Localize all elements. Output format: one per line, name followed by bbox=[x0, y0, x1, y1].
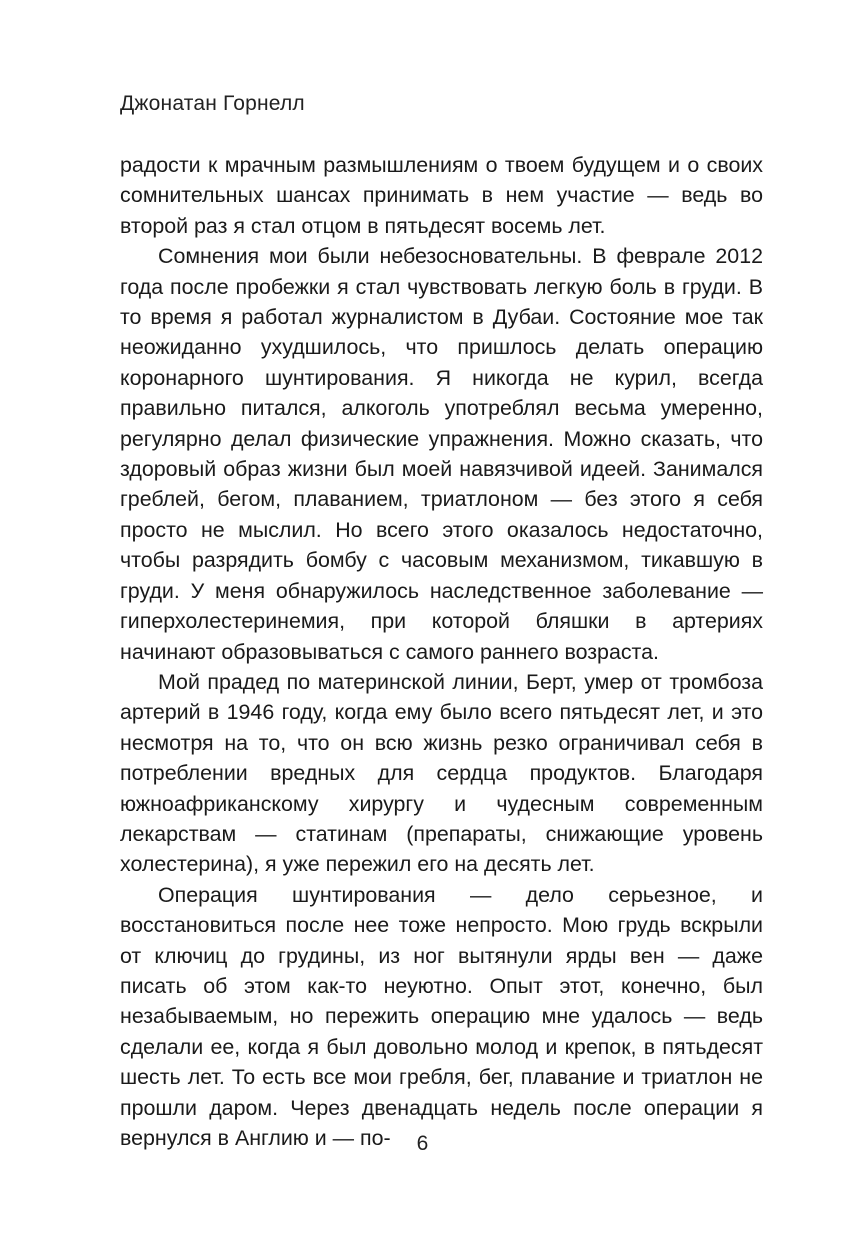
body-text bbox=[120, 150, 763, 1153]
running-head-author: Джонатан Горнелл bbox=[120, 92, 305, 115]
paragraph-1: радости к мрачным размышлениям о твоем будущем и о своих сомнительных шансах принимать в нем участие — ведь во второй раз я стал отцом в пятьдесят восемь лет. bbox=[120, 153, 763, 238]
paragraph-2: Сомнения мои были небезосновательны. В феврале 2012 года после пробежки я стал чувствовать легкую боль в груди. В то время я работал журналистом в Дубаи. Состояние мое так неожиданно ухудшилось, что пришлось делать операцию коронарного шунтирования. Я никогда не курил, всегда правильно питался, алкоголь употреблял весьма умеренно, регулярно делал физические упражнения. Можно сказать, что здоровый образ жизни был моей навязчивой идеей. Занимался греблей, бегом, плаванием, триатлоном — без этого я себя просто не мыслил. Но всего этого оказалось недостаточно, чтобы разрядить бомбу с часовым механизмом, тикавшую в груди. У меня обнаружилось наследственное заболевание — гиперхолестеринемия, при которой бляшки в артериях начинают образовываться с самого раннего возраста. bbox=[120, 244, 763, 664]
page-number: 6 bbox=[416, 1132, 429, 1155]
paragraph-4: Операция шунтирования — дело серьезное, и восстановиться после нее тоже непросто. Мою грудь вскрыли от ключиц до грудины, из ног вытянули ярды вен — даже писать об этом как-то неуютно. Опыт этот, конечно, был незабываемым, но пережить операцию мне удалось — ведь сделали ее, когда я был довольно молод и крепок, в пятьдесят шесть лет. То есть все мои гребля, бег, плавание и триатлон не прошли даром. Через двенадцать недель после операции я вернулся в Англию и — по- bbox=[120, 882, 763, 1150]
paragraph-3: Мой прадед по материнской линии, Берт, умер от тромбоза артерий в 1946 году, когда ему было всего пятьдесят лет, и это несмотря на то, что он всю жизнь резко ограничивал себя в потреблении вредных для сердца продуктов. Благодаря южноафриканскому хирургу и чудесным современным лекарствам — статинам (препараты, снижающие уровень холестерина), я уже пережил его на десять лет. bbox=[120, 669, 763, 877]
